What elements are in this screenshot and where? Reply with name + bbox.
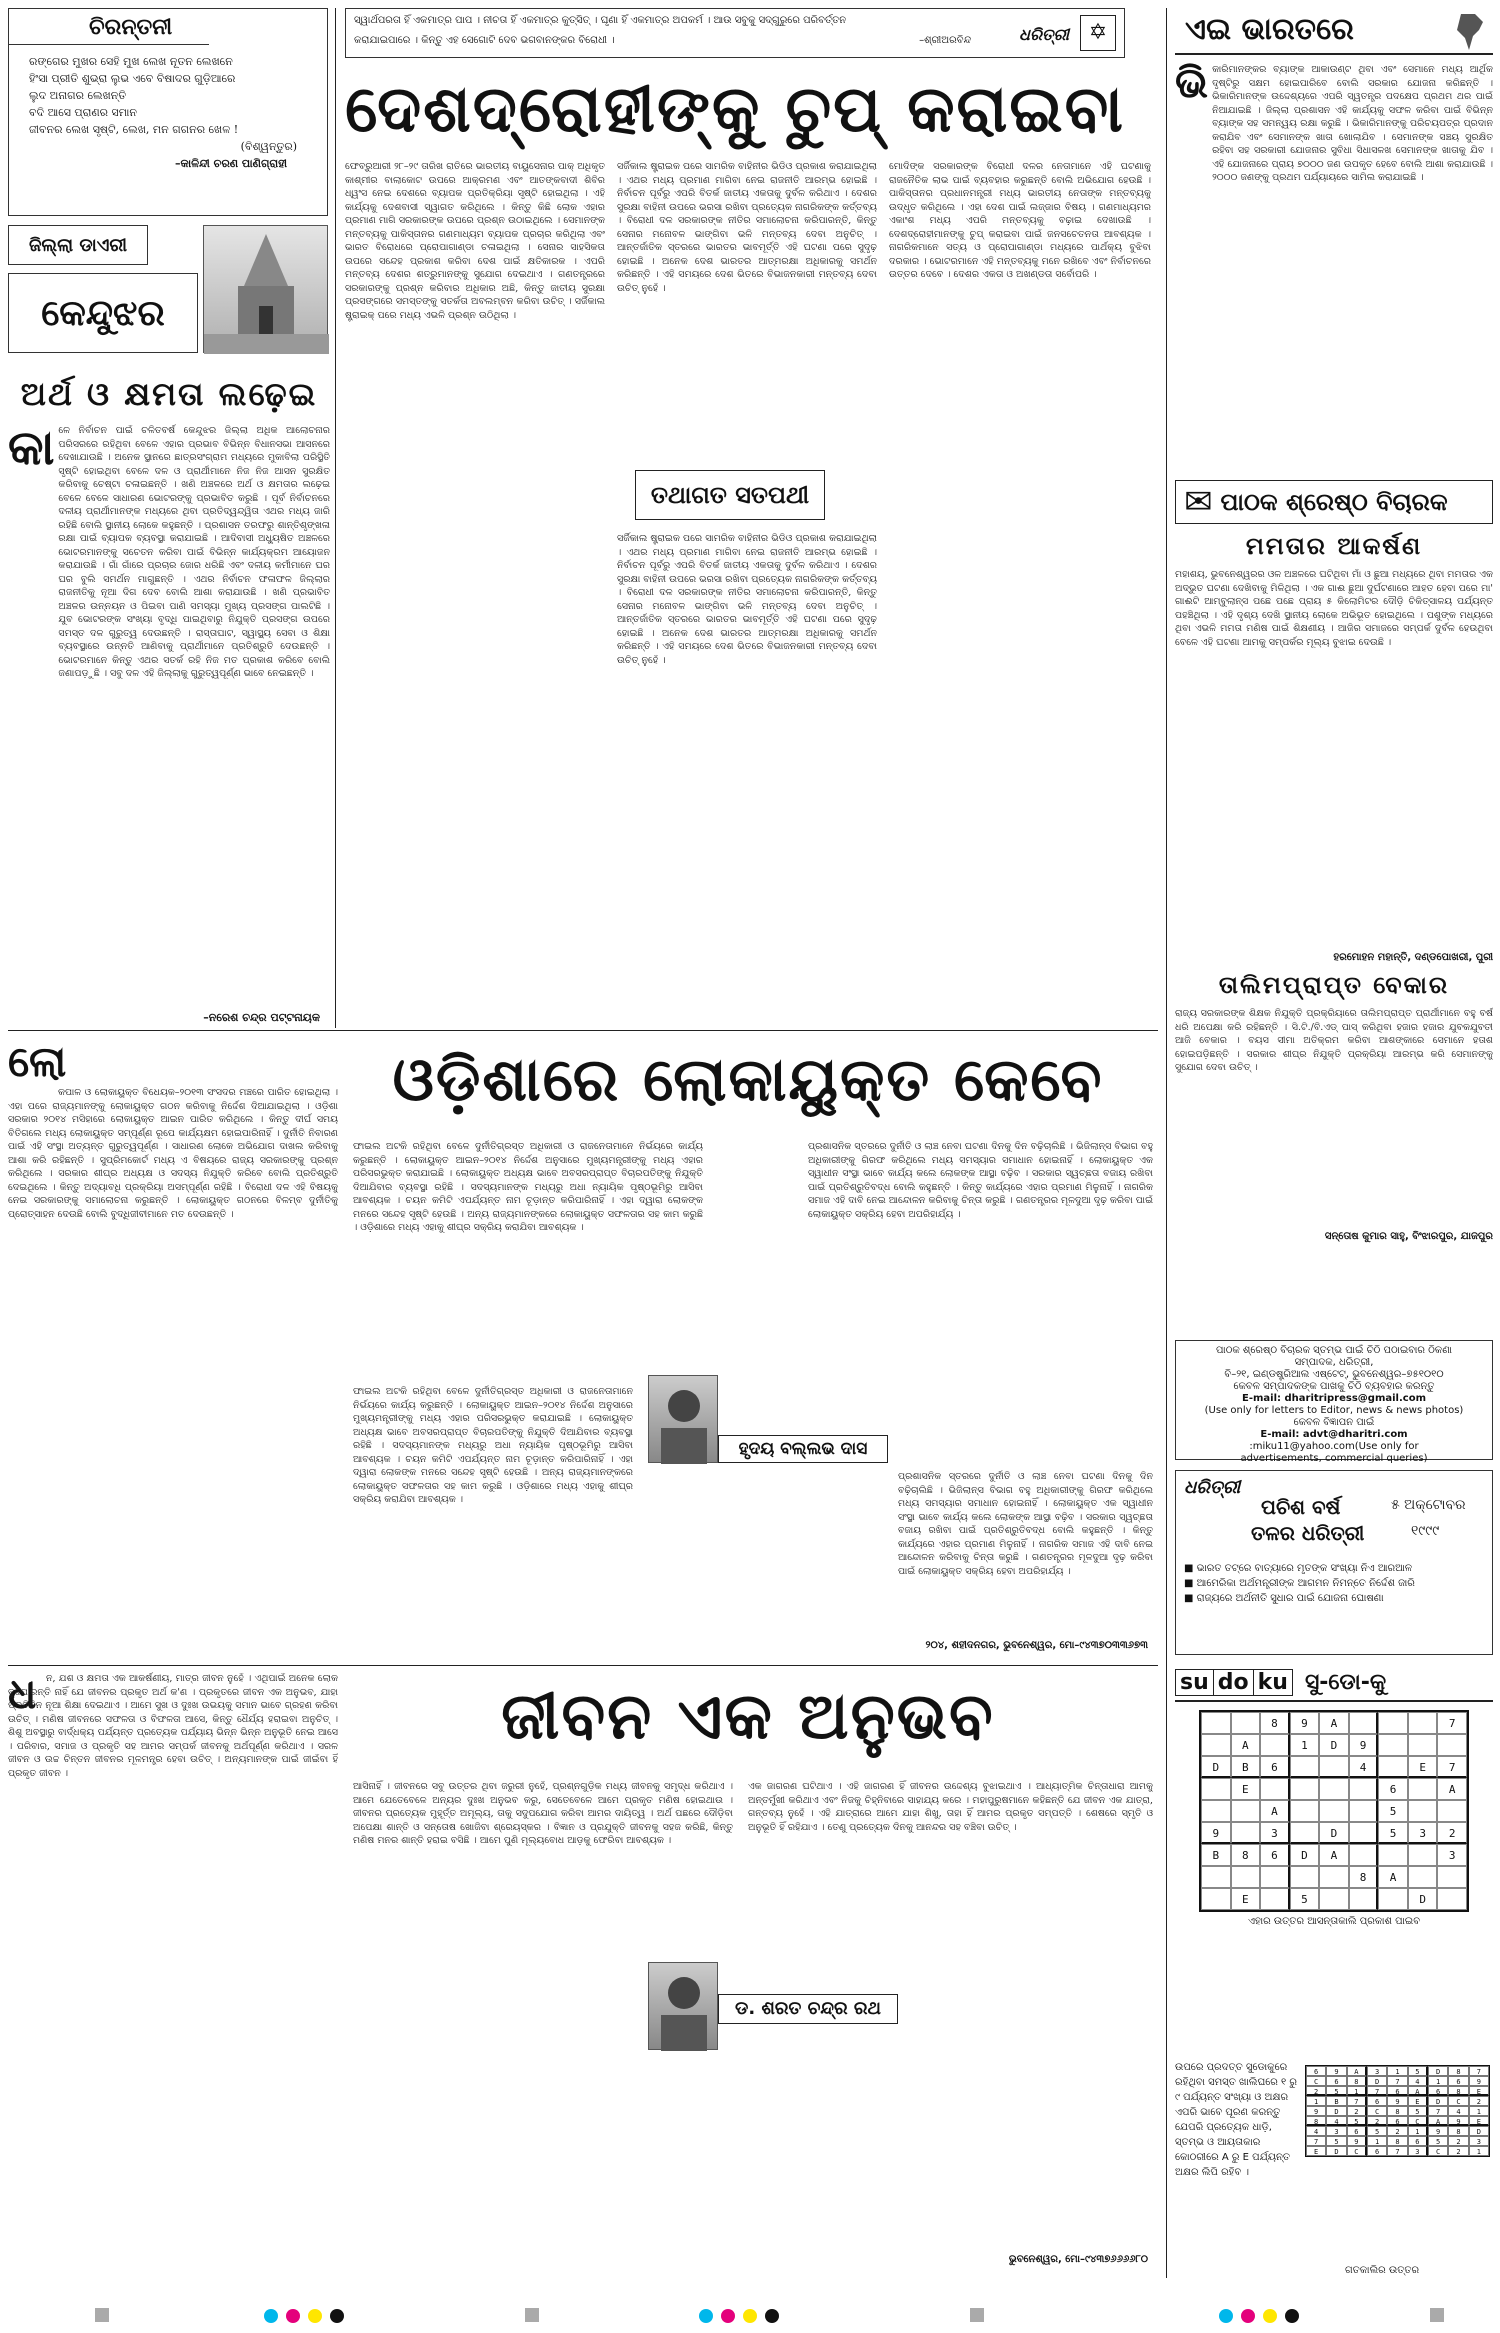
sudoku-cell bbox=[1349, 1888, 1379, 1910]
sudoku-cell: 6 bbox=[1347, 2126, 1367, 2136]
jibana-author-photo bbox=[648, 1962, 718, 2050]
poem-lines bbox=[9, 45, 327, 172]
sudoku-cell: D bbox=[1367, 2076, 1387, 2086]
letters-header-label: ପାଠକ ଶ୍ରେଷ୍ଠ ବିଚାରକ bbox=[1220, 488, 1448, 516]
sudoku-title-part: su bbox=[1175, 1669, 1214, 1696]
contact-line: କେବଳ ସମ୍ପାଦକଙ୍କ ପାଖକୁ ଚିଠି ବ୍ୟବହାର କରନ୍ତୁ bbox=[1233, 1381, 1435, 1392]
district-diary bbox=[8, 225, 328, 365]
letter1-title: ମମତାର ଆକର୍ଷଣ bbox=[1245, 532, 1423, 560]
sudoku-cell bbox=[1437, 1734, 1467, 1756]
sudoku-cell: 9 bbox=[1387, 2096, 1407, 2106]
print-marks bbox=[0, 2300, 1500, 2330]
sudoku-cell: C bbox=[1408, 2116, 1428, 2126]
contact-email[interactable]: E-mail: dharitripress@gmail.com bbox=[1242, 1393, 1426, 1404]
sudoku-cell: B bbox=[1201, 1844, 1231, 1866]
poem-credit: (ବିଶ୍ୱନ୍ତୁର) bbox=[240, 140, 297, 153]
sudoku-cell: 1 bbox=[1408, 2126, 1428, 2136]
india-map-icon bbox=[1453, 12, 1487, 52]
lokayukta-col-2: ଫାଇଲ ଅଟକି ରହିଥିବା ବେଳେ ଦୁର୍ନୀତିଗ୍ରସ୍ତ ଅଧିକାରୀ ଓ ରାଜନେତାମାନେ ନିର୍ଭୟରେ କାର୍ଯ୍ୟ କରୁଛନ୍ତି । ଲୋକାୟୁକ୍ତ ଆଇନ–୨୦୧୪ ନିର୍ଦ୍ଦେଶ ଅନୁସାରେ ମୁଖ୍ୟମନ୍ତ୍ରୀଙ୍କୁ ମଧ୍ୟ ଏହାର ପରିସରଭୁକ୍ତ କରାଯାଇଛି । ଲୋକାୟୁକ୍ତ ଅଧ୍ୟକ୍ଷ ଭାବେ ଅବସରପ୍ରାପ୍ତ ବିଚାରପତିଙ୍କୁ ନିଯୁକ୍ତି ଦିଆଯିବାର ବ୍ୟବସ୍ଥା ରହିଛି । ସଦସ୍ୟମାନଙ୍କ ମଧ୍ୟରୁ ଅଧା ନ୍ୟାୟିକ ପୃଷ୍ଠଭୂମିରୁ ଆସିବା ଆବଶ୍ୟକ । ଚୟନ କମିଟି ଏପର୍ଯ୍ୟନ୍ତ ନାମ ଚୂଡ଼ାନ୍ତ କରିପାରିନାହିଁ । ଏହା ଦ୍ୱାରା ଲୋକଙ୍କ ମନରେ ସନ୍ଦେହ ସୃଷ୍ଟି ହେଉଛି । ଅନ୍ୟ ରାଜ୍ୟମାନଙ୍କରେ ଲୋକାୟୁକ୍ତ ସଫଳତାର ସହ କାମ କରୁଛି । ଓଡ଼ିଶାରେ ମଧ୍ୟ ଏହାକୁ ଶୀଘ୍ର ସକ୍ରିୟ କରାଯିବା ଆବଶ୍ୟକ । bbox=[353, 1141, 703, 1233]
sudoku-cell: 5 bbox=[1378, 1800, 1408, 1822]
right-masthead-dropcap: ଭି bbox=[1175, 58, 1209, 107]
sudoku-cell: 5 bbox=[1408, 2106, 1428, 2116]
contact-line: ପାଠକ ଶ୍ରେଷ୍ଠ ବିଚାରକ ସ୍ତମ୍ଭ ପାଇଁ ଚିଠି ପଠାଇବାର ଠିକଣା bbox=[1215, 1345, 1453, 1356]
editorial-col-2b: ସର୍ଜିକାଲ ଷ୍ଟ୍ରାଇକ ପରେ ସାମରିକ ବାହିନୀର ଭିଡିଓ ପ୍ରକାଶ କରାଯାଇଥିଲା । ଏଥର ମଧ୍ୟ ପ୍ରମାଣ ମାଗିବା ନେଇ ରାଜନୀତି ଆରମ୍ଭ ହୋଇଛି । ନିର୍ବାଚନ ପୂର୍ବରୁ ଏପରି ବିତର୍କ ଜାତୀୟ ଏକତାକୁ ଦୁର୍ବଳ କରିଥାଏ । ଦେଶର ସୁରକ୍ଷା ବାହିନୀ ଉପରେ ଭରସା ରଖିବା ପ୍ରତ୍ୟେକ ନାଗରିକଙ୍କ କର୍ତ୍ତବ୍ୟ । ବିରୋଧୀ ଦଳ ସରକାରଙ୍କ ନୀତିର ସମାଲୋଚନା କରିପାରନ୍ତି, କିନ୍ତୁ ସେନାର ମନୋବଳ ଭାଙ୍ଗିବା ଭଳି ମନ୍ତବ୍ୟ ଦେବା ଅନୁଚିତ୍ । ଆନ୍ତର୍ଜାତିକ ସ୍ତରରେ ଭାରତର ଭାବମୂର୍ତ୍ତି ଏହି ଘଟଣା ପରେ ସୁଦୃଢ଼ ହୋଇଛି । ଅନେକ ଦେଶ ଭାରତର ଆତ୍ମରକ୍ଷା ଅଧିକାରକୁ ସମର୍ଥନ କରିଛନ୍ତି । ଏହି ସମୟରେ ଦେଶ ଭିତରେ ବିଭାଜନକାରୀ ମନ୍ତବ୍ୟ ଦେବା ଉଚିତ୍ ନୁହେଁ । bbox=[617, 533, 877, 666]
print-gray-tab bbox=[95, 2308, 109, 2322]
sudoku-cell bbox=[1260, 1778, 1290, 1800]
sudoku-instructions: ଉପରେ ପ୍ରଦତ୍ତ ସୁଡୋକୁରେ ରହିଥିବା ସମସ୍ତ ଖାଲିଘରେ ୧ ରୁ ୯ ପର୍ଯ୍ୟନ୍ତ ସଂଖ୍ୟା ଓ ଅକ୍ଷର ଏପରି ଭାବେ ପୂରଣ କରନ୍ତୁ ଯେପରି ପ୍ରତ୍ୟେକ ଧାଡ଼ି, ସ୍ତମ୍ଭ ଓ ଆୟତାକାର କୋଠରୀରେ A ରୁ E ପର୍ଯ୍ୟନ୍ତ ଅକ୍ଷର ଲିପି ରହିବ । bbox=[1175, 2062, 1297, 2178]
letter2-author: ସନ୍ତୋଷ କୁମାର ସାହୁ, ବିଂଝାରପୁର, ଯାଜପୁର bbox=[1324, 1231, 1493, 1242]
sudoku-cell: 6 bbox=[1408, 2136, 1428, 2146]
twentyfive-title-1: ପଚିଶ ବର୍ଷ bbox=[1261, 1495, 1341, 1519]
sudoku-cell: 9 bbox=[1201, 1822, 1231, 1844]
contact-email[interactable]: E-mail: advt@dharitri.com bbox=[1260, 1429, 1408, 1440]
sudoku-cell: 6 bbox=[1260, 1756, 1290, 1778]
district-name: କେନ୍ଦୁଝର bbox=[8, 273, 198, 353]
sudoku-cell: 6 bbox=[1326, 2076, 1346, 2086]
sudoku-cell: D bbox=[1326, 2146, 1346, 2156]
column-divider bbox=[335, 8, 336, 1028]
sudoku-cell bbox=[1408, 1866, 1438, 1888]
sudoku-cell bbox=[1319, 1778, 1349, 1800]
jibana-article bbox=[8, 1669, 1158, 2272]
sudoku-cell: 1 bbox=[1347, 2086, 1367, 2096]
twentyfive-logo: ଧରିତ୍ରୀ bbox=[1184, 1477, 1241, 1498]
sudoku-cell: 7 bbox=[1387, 2146, 1407, 2156]
registration-dot bbox=[721, 2309, 735, 2323]
sudoku-cell bbox=[1201, 1888, 1231, 1910]
sudoku-cell bbox=[1408, 1844, 1438, 1866]
sudoku-grid bbox=[1199, 1710, 1469, 1912]
sudoku-cell: 6 bbox=[1306, 2066, 1326, 2076]
sudoku-cell: 4 bbox=[1326, 2116, 1346, 2126]
sudoku-cell bbox=[1319, 1800, 1349, 1822]
sudoku-cell: E bbox=[1231, 1888, 1261, 1910]
sudoku-cell: 6 bbox=[1428, 2086, 1448, 2096]
registration-dot bbox=[330, 2309, 344, 2323]
sudoku-cell: 5 bbox=[1290, 1888, 1320, 1910]
sudoku-cell: 6 bbox=[1378, 1778, 1408, 1800]
twentyfive-item: ■ ଆମେରିକା ଅର୍ଥମନ୍ତ୍ରୀଙ୍କ ଆଗମନ ନିମନ୍ତେ ନିର୍ଦ୍ଦେଶ ଜାରି bbox=[1184, 1578, 1415, 1589]
sudoku-cell: 9 bbox=[1428, 2126, 1448, 2136]
sudoku-cell: D bbox=[1408, 1888, 1438, 1910]
sudoku-cell: 7 bbox=[1469, 2066, 1489, 2076]
envelope-icon: ✉ bbox=[1184, 482, 1213, 522]
sudoku-cell: 7 bbox=[1387, 2076, 1407, 2086]
poem-line: ହିଂସା ପ୍ରୀତି ଶୁଭ୍ରା ଲୁଭ ଏବେ ବିଷାଦର ଗୁଡ଼ିଆରେ bbox=[29, 72, 236, 85]
section-divider bbox=[8, 1030, 1158, 1031]
print-gray-tab bbox=[1430, 2308, 1444, 2322]
sudoku-cell: 3 bbox=[1326, 2126, 1346, 2136]
twentyfive-date-2: ୧୯୯୯ bbox=[1411, 1523, 1440, 1539]
left-article bbox=[8, 375, 330, 1025]
letters-header bbox=[1175, 480, 1493, 524]
jibana-col-2: ଆସିନାହିଁ । ଜୀବନରେ ସବୁ ଉତ୍ତର ଥିବା ଜରୁରୀ ନୁହେଁ, ପ୍ରଶ୍ନଗୁଡ଼ିକ ମଧ୍ୟ ଜୀବନକୁ ସମୃଦ୍ଧ କରିଥାଏ । ଆମେ ଯେତେବେଳେ ଅନ୍ୟର ଦୁଃଖ ଅନୁଭବ କରୁ, ସେତେବେଳେ ଆମେ ପ୍ରକୃତ ମଣିଷ ହୋଇଥାଉ । ଜୀବନର ପ୍ରତ୍ୟେକ ମୁହୂର୍ତ୍ତ ଅମୂଲ୍ୟ, ତାକୁ ସଦୁପଯୋଗ କରିବା ଆମର ଦାୟିତ୍ୱ । ଅର୍ଥ ପଛରେ ଦୌଡ଼ିବା ଅପେକ୍ଷା ଶାନ୍ତି ଓ ସନ୍ତୋଷ ଖୋଜିବା ଶ୍ରେୟସ୍କର । ବିଜ୍ଞାନ ଓ ପ୍ରଯୁକ୍ତି ଜୀବନକୁ ସହଜ କରିଛି, କିନ୍ତୁ ମଣିଷ ମନର ଶାନ୍ତି ହରାଇ ବସିଛି । ଆମେ ପୁଣି ମୂଲ୍ୟବୋଧ ଆଡ଼କୁ ଫେରିବା ଆବଶ୍ୟକ । bbox=[353, 1781, 733, 1846]
sudoku-cell bbox=[1231, 1866, 1261, 1888]
sudoku-cell: 8 bbox=[1448, 2086, 1468, 2096]
sudoku-cell bbox=[1231, 1822, 1261, 1844]
print-gray-tab bbox=[525, 2308, 539, 2322]
sudoku-cell: 5 bbox=[1428, 2136, 1448, 2146]
sudoku-cell: E bbox=[1306, 2146, 1326, 2156]
column-divider bbox=[1166, 8, 1167, 2278]
sudoku-cell bbox=[1319, 1888, 1349, 1910]
sudoku-cell: 8 bbox=[1306, 2116, 1326, 2126]
sudoku-cell: A bbox=[1231, 1734, 1261, 1756]
sudoku-cell: E bbox=[1469, 2116, 1489, 2126]
twentyfive-item: ■ ଭାରତ ତଟ୍ରେ ବାତ୍ୟାରେ ମୃତଙ୍କ ସଂଖ୍ୟା ନିଏ ଆରଆଳ bbox=[1184, 1563, 1413, 1574]
sudoku-cell: A bbox=[1347, 2066, 1367, 2076]
sudoku-cell: 2 bbox=[1469, 2096, 1489, 2106]
sudoku-title-odia: ସୁ-ଡୋ-କୁ bbox=[1304, 1670, 1387, 1695]
sudoku-cell: 4 bbox=[1408, 2076, 1428, 2086]
sudoku-cell bbox=[1231, 1712, 1261, 1734]
registration-dot bbox=[1263, 2309, 1277, 2323]
sudoku-cell bbox=[1201, 1778, 1231, 1800]
sudoku-cell: 1 bbox=[1469, 2106, 1489, 2116]
sudoku-cell: 1 bbox=[1428, 2076, 1448, 2086]
contact-box bbox=[1175, 1340, 1493, 1464]
letter2-body: ରାଜ୍ୟ ସରକାରଙ୍କ ଶିକ୍ଷକ ନିଯୁକ୍ତି ପ୍ରକ୍ରିୟାରେ ତାଲିମପ୍ରାପ୍ତ ପ୍ରାର୍ଥୀମାନେ ବହୁ ବର୍ଷ ଧରି ଅପେକ୍ଷା କରି ରହିଛନ୍ତି । ସି.ଟି./ବି.ଏଡ୍ ପାସ୍ କରିଥିବା ହଜାର ହଜାର ଯୁବକଯୁବତୀ ଆଜି ବେକାର । ବୟସ ସୀମା ଅତିକ୍ରମ କରିବା ଆଶଙ୍କାରେ ସେମାନେ ହତାଶ ହୋଇପଡ଼ିଛନ୍ତି । ସରକାର ଶୀଘ୍ର ନିଯୁକ୍ତି ପ୍ରକ୍ରିୟା ଆରମ୍ଭ କରି ସେମାନଙ୍କୁ ସୁଯୋଗ ଦେବା ଉଚିତ୍ । bbox=[1175, 1008, 1493, 1073]
sudoku-cell: C bbox=[1306, 2076, 1326, 2086]
contact-email[interactable]: :miku11@yahoo.com(Use only for bbox=[1249, 1441, 1419, 1452]
left-article-body: ଳେ ନିର୍ବାଚନ ପାଇଁ ଚଳିତବର୍ଷ କେନ୍ଦୁଝର ଜିଲ୍ଲା ଅଧିକ ଆଲୋଚନାର ପରିସରରେ ରହିଥିବା ବେଳେ ଏହାର ପ୍ରଭାବ ବିଭିନ୍ନ ବିଧାନସଭା ଆସନରେ ଦେଖାଯାଉଛି । ଅନେକ ସ୍ଥାନରେ ଛାତ୍ରସଂଗ୍ରାମ ମଧ୍ୟରେ ମୁକାବିଲା ପରିସ୍ଥିତି ସୃଷ୍ଟି ହୋଇଥିବା ବେଳେ ଦଳ ଓ ପ୍ରାର୍ଥୀମାନେ ନିଜ ନିଜ ଆସନ ସୁରକ୍ଷିତ କରିବାକୁ ଚେଷ୍ଟା ଚଳାଇଛନ୍ତି । ଖଣି ଅଞ୍ଚଳରେ ଅର୍ଥ ଓ କ୍ଷମତାର ଲଢ଼େଇ ବେଳେ ବେଳେ ସାଧାରଣ ଭୋଟରଙ୍କୁ ପ୍ରଭାବିତ କରୁଛି । ପୂର୍ବ ନିର୍ବାଚନରେ ଦଳୀୟ ପ୍ରାର୍ଥୀମାନଙ୍କ ମଧ୍ୟରେ ଥିବା ପ୍ରତିଦ୍ୱନ୍ଦ୍ୱିତା ଏଥର ମଧ୍ୟ ଜାରି ରହିଛି ବୋଲି ସ୍ଥାନୀୟ ଲୋକେ କହୁଛନ୍ତି । ପ୍ରଶାସନ ତରଫରୁ ଶାନ୍ତିଶୃଙ୍ଖଳା ରକ୍ଷା ପାଇଁ ବ୍ୟାପକ ବ୍ୟବସ୍ଥା କରାଯାଇଛି । ଆଦିବାସୀ ଅଧ୍ୟୁଷିତ ଅଞ୍ଚଳରେ ଭୋଟରମାନଙ୍କୁ ସଚେତନ କରିବା ପାଇଁ ବିଭିନ୍ନ କାର୍ଯ୍ୟକ୍ରମ ଆୟୋଜନ କରାଯାଉଛି । ଗାଁ ଗାଁରେ ପ୍ରଚାର ଜୋର ଧରିଛି ଏବଂ ଦଳୀୟ କର୍ମୀମାନେ ଘର ଘର ବୁଲି ସମର୍ଥନ ମାଗୁଛନ୍ତି । ଏଥର ନିର୍ବାଚନ ଫଳାଫଳ ଜିଲ୍ଲାର ରାଜନୀତିକୁ ନୂଆ ଦିଗ ଦେବ ବୋଲି ଆଶା କରାଯାଉଛି । ଖଣି ପ୍ରଭାବିତ ଅଞ୍ଚଳର ଉନ୍ନୟନ ଓ ପିଇବା ପାଣି ସମସ୍ୟା ମୁଖ୍ୟ ପ୍ରସଙ୍ଗ ପାଲଟିଛି । ଯୁବ ଭୋଟରଙ୍କ ସଂଖ୍ୟା ବୃଦ୍ଧି ପାଇଥିବାରୁ ନିଯୁକ୍ତି ପ୍ରସଙ୍ଗ ଉପରେ ସମସ୍ତ ଦଳ ଗୁରୁତ୍ୱ ଦେଉଛନ୍ତି । ରାସ୍ତାଘାଟ, ସ୍ୱାସ୍ଥ୍ୟ ସେବା ଓ ଶିକ୍ଷା ବ୍ୟବସ୍ଥାରେ ଉନ୍ନତି ଆଣିବାକୁ ପ୍ରାର୍ଥୀମାନେ ପ୍ରତିଶ୍ରୁତି ଦେଉଛନ୍ତି । ଭୋଟରମାନେ କିନ୍ତୁ ଏଥର ସତର୍କ ରହି ନିଜ ମତ ପ୍ରକାଶ କରିବେ ବୋଲି ଜଣାପଡ଼ୁଛି । ସବୁ ଦଳ ଏହି ଜିଲ୍ଲାକୁ ଗୁରୁତ୍ୱପୂର୍ଣ୍ଣ ଭାବେ ନେଇଛନ୍ତି । bbox=[58, 425, 330, 679]
poem-line: ବଦି ଆସେ ପ୍ରାଣର ସମାନ bbox=[29, 106, 138, 119]
poem-line: ଲୁଦ ଅନାଗର ଲେଖନ୍ତି bbox=[29, 89, 127, 102]
sudoku-cell: 6 bbox=[1367, 2096, 1387, 2106]
editorial-col-1: ଫେବ୍ରୁଆରୀ ୨୮–୨୯ ତାରିଖ ରାତିରେ ଭାରତୀୟ ବାୟୁସେନାର ପାକ୍ ଅଧିକୃତ କାଶ୍ମୀର ବାଲାକୋଟ ଉପରେ ଆକ୍ରମଣ ଏବଂ ଆତଙ୍କବାଦୀ ଶିବିର ଧ୍ୱଂସ ନେଇ ଦେଶରେ ବ୍ୟାପକ ପ୍ରତିକ୍ରିୟା ସୃଷ୍ଟି ହୋଇଥିଲା । ଏହି କାର୍ଯ୍ୟକୁ ଦେଶବାସୀ ସ୍ୱାଗତ କରିଥିଲେ । କିନ୍ତୁ କିଛି ଲୋକ ଏହାର ପ୍ରମାଣ ମାଗି ସରକାରଙ୍କ ଉପରେ ପ୍ରଶ୍ନ ଉଠାଇଥିଲେ । ସେମାନଙ୍କ ମନ୍ତବ୍ୟକୁ ପାକିସ୍ତାନର ଗଣମାଧ୍ୟମ ବ୍ୟାପକ ପ୍ରଚାର କରିଥିଲା ଏବଂ ଭାରତ ବିରୋଧରେ ପ୍ରୋପାଗାଣ୍ଡା ଚଳାଇଥିଲା । ସେନାର ସାହସିକତା ଉପରେ ସନ୍ଦେହ ପ୍ରକାଶ କରିବା ଦେଶ ପାଇଁ କ୍ଷତିକାରକ । ଏପରି ମନ୍ତବ୍ୟ ଦେଶର ଶତ୍ରୁମାନଙ୍କୁ ସୁଯୋଗ ଦେଇଥାଏ । ଗଣତନ୍ତ୍ରରେ ସରକାରଙ୍କୁ ପ୍ରଶ୍ନ କରିବାର ଅଧିକାର ଅଛି, କିନ୍ତୁ ଜାତୀୟ ସୁରକ୍ଷା ପ୍ରସଙ୍ଗରେ ସମସ୍ତଙ୍କୁ ସତର୍କତା ଅବଲମ୍ବନ କରିବା ଉଚିତ୍ । ସର୍ଜିକାଲ ଷ୍ଟ୍ରାଇକ୍ ପରେ ମଧ୍ୟ ଏଭଳି ପ୍ରଶ୍ନ ଉଠିଥିଲା । bbox=[345, 161, 605, 321]
jibana-author: ଡ. ଶରତ ଚନ୍ଦ୍ର ରଥ bbox=[718, 1994, 898, 2024]
sudoku-cell: E bbox=[1469, 2086, 1489, 2096]
sudoku-cell: 2 bbox=[1306, 2086, 1326, 2096]
sudoku-cell bbox=[1378, 1712, 1408, 1734]
sudoku-cell: 5 bbox=[1326, 2136, 1346, 2146]
sudoku-cell: 9 bbox=[1469, 2076, 1489, 2086]
sudoku-cell: 7 bbox=[1428, 2106, 1448, 2116]
sudoku-cell: 1 bbox=[1306, 2096, 1326, 2106]
sudoku-cell: 6 bbox=[1260, 1844, 1290, 1866]
sudoku-cell: D bbox=[1428, 2066, 1448, 2076]
sudoku-cell: 5 bbox=[1408, 2066, 1428, 2076]
paper-logo: ଧରିତ୍ରୀ bbox=[1019, 25, 1069, 44]
sudoku-cell bbox=[1378, 1734, 1408, 1756]
sudoku-title-part: do bbox=[1213, 1669, 1254, 1696]
sudoku-cell: 9 bbox=[1290, 1712, 1320, 1734]
sudoku-cell bbox=[1201, 1866, 1231, 1888]
contact-note: advertisements, commercial queries) bbox=[1240, 1453, 1428, 1464]
sudoku-cell: A bbox=[1319, 1712, 1349, 1734]
sudoku-cell: D bbox=[1319, 1734, 1349, 1756]
jibana-headline: ଜୀବନ ଏକ ଅନୁଭବ bbox=[501, 1680, 995, 1754]
sudoku-cell: 3 bbox=[1469, 2136, 1489, 2146]
sudoku-cell: 9 bbox=[1306, 2106, 1326, 2116]
left-article-author: –ନରେଶ ଚନ୍ଦ୍ର ପଟ୍ଟନାୟକ bbox=[203, 1011, 320, 1024]
sudoku-cell bbox=[1408, 1778, 1438, 1800]
editorial-author: ତଥାଗତ ସତପଥୀ bbox=[635, 470, 825, 520]
sudoku-cell bbox=[1378, 1844, 1408, 1866]
registration-dot bbox=[308, 2309, 322, 2323]
quote-line: ସ୍ୱାର୍ଥପରତା ହିଁ ଏକମାତ୍ର ପାପ । ନୀଚତା ହିଁ ଏକମାତ୍ର କୁତ୍ସିତ୍ । ଘୃଣା ହିଁ ଏକମାତ୍ର ଅପକର୍ମ । ଆଉ ସବୁକୁ ସଦ୍‌ଗୁରୁରେ ପରିବର୍ତ୍ତନ bbox=[354, 15, 847, 26]
sudoku-cell: 1 bbox=[1469, 2146, 1489, 2156]
sudoku-cell bbox=[1378, 1888, 1408, 1910]
sudoku-cell bbox=[1349, 1800, 1379, 1822]
sudoku-cell bbox=[1378, 1756, 1408, 1778]
sudoku-cell: 7 bbox=[1367, 2086, 1387, 2096]
sudoku-cell: B bbox=[1326, 2096, 1346, 2106]
sudoku-cell: A bbox=[1319, 1844, 1349, 1866]
sudoku-cell bbox=[1349, 1844, 1379, 1866]
right-masthead bbox=[1175, 8, 1493, 468]
quote-line: କରାଯାଇପାରେ । କିନ୍ତୁ ଏହ ସେଗୋଟି ଦେବ ଭଗବାନଙ୍କର ବିରୋଧୀ । bbox=[354, 35, 615, 46]
contact-line: ସମ୍ପାଦକ, ଧରିତ୍ରୀ, bbox=[1294, 1357, 1374, 1368]
temple-photo bbox=[203, 225, 328, 353]
sudoku-cell: 7 bbox=[1306, 2136, 1326, 2146]
sudoku-cell: 5 bbox=[1367, 2126, 1387, 2136]
left-article-title: ଅର୍ଥ ଓ କ୍ଷମତା ଲଢ଼େଇ bbox=[20, 375, 318, 413]
jibana-col-1: ନ, ଯଶ ଓ କ୍ଷମତା ଏକ ଆକର୍ଷଣୀୟ, ମାତ୍ର ଜୀବନ ନୁହେଁ । ଏଥିପାଇଁ ଅନେକ ଲୋକ ବୁଝିପାରନ୍ତି ନାହିଁ ଯେ ଜୀବନର ପ୍ରକୃତ ଅର୍ଥ କ'ଣ । ପ୍ରକୃତରେ ଜୀବନ ଏକ ଅନୁଭବ, ଯାହା ପ୍ରତିଦିନ ନୂଆ ଶିକ୍ଷା ଦେଇଥାଏ । ଆମେ ସୁଖ ଓ ଦୁଃଖ ଉଭୟକୁ ସମାନ ଭାବେ ଗ୍ରହଣ କରିବା ଉଚିତ୍ । ମଣିଷ ଜୀବନରେ ସଫଳତା ଓ ବିଫଳତା ଆସେ, କିନ୍ତୁ ଧୈର୍ଯ୍ୟ ହରାଇବା ଅନୁଚିତ୍ । ଶିଶୁ ଅବସ୍ଥାରୁ ବାର୍ଦ୍ଧକ୍ୟ ପର୍ଯ୍ୟନ୍ତ ପ୍ରତ୍ୟେକ ପର୍ଯ୍ୟାୟ ଭିନ୍ନ ଭିନ୍ନ ଅନୁଭୂତି ନେଇ ଆସେ । ପରିବାର, ସମାଜ ଓ ପ୍ରକୃତି ସହ ଆମର ସମ୍ପର୍କ ଜୀବନକୁ ଅର୍ଥପୂର୍ଣ୍ଣ କରିଥାଏ । ସରଳ ଜୀବନ ଓ ଉଚ୍ଚ ଚିନ୍ତନ ଜୀବନର ମୂଳମନ୍ତ୍ର ହେବା ଉଚିତ୍ । ଅନ୍ୟମାନଙ୍କ ପାଇଁ ଜୀଇଁବା ହିଁ ପ୍ରକୃତ ଜୀବନ । bbox=[8, 1673, 338, 1779]
sudoku-cell: D bbox=[1428, 2096, 1448, 2106]
sudoku-cell: 8 bbox=[1347, 2076, 1367, 2086]
sudoku-cell: 7 bbox=[1437, 1756, 1467, 1778]
registration-dot bbox=[765, 2309, 779, 2323]
lokayukta-headline: ଓଡ଼ିଶାରେ ଲୋକାୟୁକ୍ତ କେବେ bbox=[392, 1045, 1104, 1115]
sudoku-cell: E bbox=[1408, 1756, 1438, 1778]
sudoku-cell: A bbox=[1437, 1778, 1467, 1800]
sudoku-cell: 8 bbox=[1448, 2126, 1468, 2136]
registration-dot bbox=[1241, 2309, 1255, 2323]
sudoku-cell: C bbox=[1367, 2106, 1387, 2116]
registration-dot bbox=[264, 2309, 278, 2323]
sudoku-cell: 2 bbox=[1448, 2146, 1468, 2156]
lokayukta-col-1: କପାଳ ଓ ଲୋକାୟୁକ୍ତ ବିଧେୟକ–୨୦୧୩ ସଂସଦର ମଞ୍ଚରେ ପାରିତ ହୋଇଥିଲା । ଏହା ପରେ ରାଜ୍ୟମାନଙ୍କୁ ଲୋକାୟୁକ୍ତ ଗଠନ କରିବାକୁ ନିର୍ଦ୍ଦେଶ ଦିଆଯାଇଥିଲା । ଓଡ଼ିଶା ସରକାର ୨୦୧୪ ମସିହାରେ ଲୋକାୟୁକ୍ତ ଆଇନ ପାରିତ କରିଥିଲେ । କିନ୍ତୁ ଦୀର୍ଘ ସମୟ ବିତିଗଲେ ମଧ୍ୟ ଲୋକାୟୁକ୍ତ ସମ୍ପୂର୍ଣ୍ଣ ରୂପେ କାର୍ଯ୍ୟକ୍ଷମ ହୋଇପାରିନାହିଁ । ଦୁର୍ନୀତି ନିବାରଣ ପାଇଁ ଏହି ସଂସ୍ଥା ଅତ୍ୟନ୍ତ ଗୁରୁତ୍ୱପୂର୍ଣ୍ଣ । ସାଧାରଣ ଲୋକେ ଅଭିଯୋଗ ଦାଖଲ କରିବାକୁ ଆଶା କରି ରହିଛନ୍ତି । ସୁପ୍ରିମକୋର୍ଟ ମଧ୍ୟ ଏ ବିଷୟରେ ରାଜ୍ୟ ସରକାରଙ୍କୁ ପ୍ରଶ୍ନ କରିଥିଲେ । ସରକାର ଶୀଘ୍ର ଅଧ୍ୟକ୍ଷ ଓ ସଦସ୍ୟ ନିଯୁକ୍ତି କରିବେ ବୋଲି ପ୍ରତିଶ୍ରୁତି ଦେଇଥିଲେ । କିନ୍ତୁ ଅଦ୍ୟାବଧି ପ୍ରକ୍ରିୟା ଅସମ୍ପୂର୍ଣ୍ଣ ରହିଛି । ବିରୋଧୀ ଦଳ ଏହି ବିଷୟକୁ ନେଇ ସରକାରଙ୍କୁ ସମାଲୋଚନା କରୁଛନ୍ତି । ଲୋକାୟୁକ୍ତ ଗଠନରେ ବିଳମ୍ବ ଦୁର୍ନୀତିକୁ ପ୍ରୋତ୍ସାହନ ଦେଉଛି ବୋଲି ବୁଦ୍ଧିଜୀବୀମାନେ ମତ ଦେଉଛନ୍ତି । bbox=[8, 1087, 338, 1220]
sudoku-cell: 1 bbox=[1367, 2136, 1387, 2146]
sudoku-cell bbox=[1201, 1734, 1231, 1756]
sudoku-cell: C bbox=[1428, 2146, 1448, 2156]
sudoku-cell: B bbox=[1231, 1756, 1261, 1778]
sudoku-cell: 1 bbox=[1290, 1734, 1320, 1756]
sudoku-cell: 4 bbox=[1448, 2106, 1468, 2116]
sudoku-cell bbox=[1437, 1800, 1467, 1822]
sudoku-cell bbox=[1319, 1866, 1349, 1888]
sudoku-cell: A bbox=[1378, 1866, 1408, 1888]
sudoku-cell bbox=[1260, 1734, 1290, 1756]
letter1-author: ହରମୋହନ ମହାନ୍ତି, ଦଣ୍ଡପୋଖରୀ, ପୁରୀ bbox=[1333, 952, 1493, 963]
district-diary-label: ଜିଲ୍ଲା ଡାଏରୀ bbox=[8, 225, 148, 265]
sudoku-cell: 8 bbox=[1387, 2136, 1407, 2146]
letter2-title: ତାଲିମପ୍ରାପ୍ତ ବେକାର bbox=[1218, 971, 1450, 999]
sudoku-cell: 3 bbox=[1408, 1822, 1438, 1844]
sudoku-cell: 6 bbox=[1448, 2076, 1468, 2086]
sudoku-cell bbox=[1201, 1800, 1231, 1822]
lokayukta-col-2b: ଫାଇଲ ଅଟକି ରହିଥିବା ବେଳେ ଦୁର୍ନୀତିଗ୍ରସ୍ତ ଅଧିକାରୀ ଓ ରାଜନେତାମାନେ ନିର୍ଭୟରେ କାର୍ଯ୍ୟ କରୁଛନ୍ତି । ଲୋକାୟୁକ୍ତ ଆଇନ–୨୦୧୪ ନିର୍ଦ୍ଦେଶ ଅନୁସାରେ ମୁଖ୍ୟମନ୍ତ୍ରୀଙ୍କୁ ମଧ୍ୟ ଏହାର ପରିସରଭୁକ୍ତ କରାଯାଇଛି । ଲୋକାୟୁକ୍ତ ଅଧ୍ୟକ୍ଷ ଭାବେ ଅବସରପ୍ରାପ୍ତ ବିଚାରପତିଙ୍କୁ ନିଯୁକ୍ତି ଦିଆଯିବାର ବ୍ୟବସ୍ଥା ରହିଛି । ସଦସ୍ୟମାନଙ୍କ ମଧ୍ୟରୁ ଅଧା ନ୍ୟାୟିକ ପୃଷ୍ଠଭୂମିରୁ ଆସିବା ଆବଶ୍ୟକ । ଚୟନ କମିଟି ଏପର୍ଯ୍ୟନ୍ତ ନାମ ଚୂଡ଼ାନ୍ତ କରିପାରିନାହିଁ । ଏହା ଦ୍ୱାରା ଲୋକଙ୍କ ମନରେ ସନ୍ଦେହ ସୃଷ୍ଟି ହେଉଛି । ଅନ୍ୟ ରାଜ୍ୟମାନଙ୍କରେ ଲୋକାୟୁକ୍ତ ସଫଳତାର ସହ କାମ କରୁଛି । ଓଡ଼ିଶାରେ ମଧ୍ୟ ଏହାକୁ ଶୀଘ୍ର ସକ୍ରିୟ କରାଯିବା ଆବଶ୍ୟକ । bbox=[353, 1386, 633, 1505]
jibana-dropcap: ଧ bbox=[8, 1669, 37, 1718]
sudoku-cell: D bbox=[1201, 1756, 1231, 1778]
sudoku-cell bbox=[1290, 1778, 1320, 1800]
sudoku-cell bbox=[1290, 1756, 1320, 1778]
letters-section bbox=[1175, 480, 1493, 1335]
sudoku-cell: C bbox=[1347, 2146, 1367, 2156]
contact-line: କେବଳ ବିଜ୍ଞାପନ ପାଇଁ bbox=[1293, 1417, 1375, 1428]
letter1-body: ମହାଶୟ, ଭୁବନେଶ୍ୱରର ଓଳ ଅଞ୍ଚଳରେ ଘଟିଥିବା ମାଁ ଓ ଛୁଆ ମଧ୍ୟରେ ଥିବା ମମତାର ଏକ ଅଦ୍ଭୁତ ଘଟଣା ଦେଖିବାକୁ ମିଳିଥିଲା । ଏକ ଗାଈ ଛୁଆ ଦୁର୍ଘଟଣାରେ ଆହତ ହେବା ପରେ ମା' ଗାଈଟି ଆମ୍ବୁଲାନ୍ସ ପଛେ ପଛେ ପ୍ରାୟ ୫ କିଲୋମିଟର ଦୌଡ଼ି ଚିକିତ୍ସାଳୟ ପର୍ଯ୍ୟନ୍ତ ପହଞ୍ଚିଥିଲା । ଏହି ଦୃଶ୍ୟ ଦେଖି ସ୍ଥାନୀୟ ଲୋକେ ଅଭିଭୂତ ହୋଇଥିଲେ । ପଶୁଙ୍କ ମଧ୍ୟରେ ଥିବା ଏଭଳି ମମତା ମଣିଷ ପାଇଁ ଶିକ୍ଷଣୀୟ । ଆଜିର ସମାଜରେ ସମ୍ପର୍କ ଦୁର୍ବଳ ହେଉଥିବା ବେଳେ ଏହି ଘଟଣା ଆମକୁ ସମ୍ପର୍କର ମୂଲ୍ୟ ବୁଝାଇ ଦେଉଛି । bbox=[1175, 569, 1493, 648]
poem-line: ଜୀବନର ଲେଖ ସୃଷ୍ଟି, ଲେଖ, ମନ ଗଗନର ଖେଳ ! bbox=[29, 123, 239, 136]
registration-dot bbox=[699, 2309, 713, 2323]
print-gray-tab bbox=[970, 2308, 984, 2322]
lokayukta-col-3b: ପ୍ରଶାସନିକ ସ୍ତରରେ ଦୁର୍ନୀତି ଓ ଲାଞ୍ଚ ନେବା ଘଟଣା ଦିନକୁ ଦିନ ବଢ଼ିଚାଲିଛି । ଭିଜିଲାନ୍ସ ବିଭାଗ ବହୁ ଅଧିକାରୀଙ୍କୁ ଗିରଫ କରିଥିଲେ ମଧ୍ୟ ସମସ୍ୟାର ସମାଧାନ ହୋଇନାହିଁ । ଲୋକାୟୁକ୍ତ ଏକ ସ୍ୱାଧୀନ ସଂସ୍ଥା ଭାବେ କାର୍ଯ୍ୟ କଲେ ଲୋକଙ୍କ ଆସ୍ଥା ବଢ଼ିବ । ସରକାର ସ୍ୱଚ୍ଛତା ବଜାୟ ରଖିବା ପାଇଁ ପ୍ରତିଶ୍ରୁତିବଦ୍ଧ ବୋଲି କହୁଛନ୍ତି । କିନ୍ତୁ କାର୍ଯ୍ୟରେ ଏହାର ପ୍ରମାଣ ମିଳୁନାହିଁ । ନାଗରିକ ସମାଜ ଏହି ଦାବି ନେଇ ଆନ୍ଦୋଳନ କରିବାକୁ ଚିନ୍ତା କରୁଛି । ଗଣତନ୍ତ୍ରର ମୂଳଦୁଆ ଦୃଢ଼ କରିବା ପାଇଁ ଲୋକାୟୁକ୍ତ ସକ୍ରିୟ ହେବା ଅପରିହାର୍ଯ୍ୟ । bbox=[898, 1471, 1153, 1577]
ei-bharatare-logo: ଏଇ ଭାରତରେ bbox=[1175, 8, 1493, 55]
print-registration-dots bbox=[695, 2308, 783, 2327]
sudoku-cell: 8 bbox=[1260, 1712, 1290, 1734]
sudoku-cell: 2 bbox=[1387, 2126, 1407, 2136]
sudoku-cell: 4 bbox=[1349, 1756, 1379, 1778]
sudoku-cell: 8 bbox=[1448, 2066, 1468, 2076]
sudoku-cell: 8 bbox=[1231, 1844, 1261, 1866]
sudoku-cell bbox=[1437, 1888, 1467, 1910]
poem-line: ରଙ୍ଗେର ମୁଖର ସେହି ମୁଖ ଲେଖ ନୂତନ ଲେଖନେ bbox=[29, 55, 233, 68]
editorial-body bbox=[345, 160, 1155, 1025]
twentyfive-date-1: ୫ ଅକ୍ଟୋବର bbox=[1391, 1497, 1466, 1513]
sudoku-cell: D bbox=[1319, 1822, 1349, 1844]
twentyfive-items bbox=[1184, 1561, 1484, 1606]
sudoku-cell: D bbox=[1326, 2106, 1346, 2116]
sudoku-cell: 5 bbox=[1378, 1822, 1408, 1844]
sudoku-solution-grid bbox=[1305, 2065, 1490, 2157]
sudoku-cell: 9 bbox=[1448, 2116, 1468, 2126]
sudoku-cell: 8 bbox=[1387, 2106, 1407, 2116]
sudoku-note: ଏହାର ଉତ୍ତର ଆସନ୍ତାକାଲି ପ୍ରକାଶ ପାଇବ bbox=[1247, 1916, 1421, 1927]
registration-dot bbox=[1219, 2309, 1233, 2323]
sudoku-cell bbox=[1201, 1712, 1231, 1734]
poem-box bbox=[8, 8, 328, 216]
left-article-dropcap: କା bbox=[8, 420, 55, 476]
sudoku-cell: A bbox=[1428, 2116, 1448, 2126]
sudoku-cell: 6 bbox=[1367, 2146, 1387, 2156]
sudoku-cell bbox=[1437, 1866, 1467, 1888]
editorial-headline: ଦେଶଦ୍ରୋହୀଙ୍କୁ ଚୁପ୍ କରାଇବା bbox=[345, 73, 1125, 147]
sudoku-title-part: ku bbox=[1253, 1669, 1293, 1696]
jibana-address: ଭୁବନେଶ୍ୱର, ମୋ–୯୪୩୭୬୬୬୬୮୦ bbox=[1008, 2254, 1148, 2265]
sudoku-section bbox=[1175, 1665, 1493, 2285]
sudoku-cell bbox=[1408, 1734, 1438, 1756]
sudoku-cell bbox=[1290, 1800, 1320, 1822]
sudoku-cell: 7 bbox=[1437, 1712, 1467, 1734]
sudoku-cell: 3 bbox=[1260, 1822, 1290, 1844]
lokayukta-author: ହୃଦୟ ବଲ୍ଲଭ ଦାସ bbox=[718, 1435, 888, 1463]
sudoku-cell: 9 bbox=[1347, 2136, 1367, 2146]
sudoku-cell: 2 bbox=[1347, 2106, 1367, 2116]
sudoku-cell bbox=[1349, 1778, 1379, 1800]
sudoku-solution-label: ଗତକାଲିର ଉତ୍ତର bbox=[1345, 2265, 1420, 2276]
sudoku-cell: 5 bbox=[1326, 2086, 1346, 2096]
sudoku-cell bbox=[1231, 1800, 1261, 1822]
jibana-col-3: ଏକ ଜାଗରଣ ଘଟିଥାଏ । ଏହି ଜାଗରଣ ହିଁ ଜୀବନର ଉଦ୍ଦେଶ୍ୟ ବୁଝାଇଥାଏ । ଆଧ୍ୟାତ୍ମିକ ଚିନ୍ତାଧାରା ଆମକୁ ଅନ୍ତର୍ମୁଖୀ କରିଥାଏ ଏବଂ ନିଜକୁ ଚିହ୍ନିବାରେ ସାହାଯ୍ୟ କରେ । ମହାପୁରୁଷମାନେ କହିଛନ୍ତି ଯେ ଜୀବନ ଏକ ଯାତ୍ରା, ଗନ୍ତବ୍ୟ ନୁହେଁ । ଏହି ଯାତ୍ରାରେ ଆମେ ଯାହା ଶିଖୁ, ତାହା ହିଁ ଆମର ପ୍ରକୃତ ସମ୍ପତ୍ତି । ଶେଷରେ ସ୍ମୃତି ଓ ଅନୁଭୂତି ହିଁ ରହିଯାଏ । ତେଣୁ ପ୍ରତ୍ୟେକ ଦିନକୁ ଆନନ୍ଦର ସହ ବଞ୍ଚିବା ଉଚିତ୍ । bbox=[748, 1781, 1153, 1833]
sudoku-cell: 2 bbox=[1437, 1822, 1467, 1844]
sudoku-cell: D bbox=[1469, 2126, 1489, 2136]
sudoku-cell: 3 bbox=[1437, 1844, 1467, 1866]
registration-dot bbox=[743, 2309, 757, 2323]
registration-dot bbox=[286, 2309, 300, 2323]
sudoku-cell: A bbox=[1260, 1800, 1290, 1822]
sudoku-cell: 8 bbox=[1349, 1866, 1379, 1888]
print-registration-dots bbox=[1215, 2308, 1303, 2327]
sudoku-cell: 7 bbox=[1347, 2096, 1367, 2106]
sudoku-cell bbox=[1408, 1800, 1438, 1822]
quote-credit: –ଶ୍ରୀଅରବିନ୍ଦ bbox=[919, 35, 972, 46]
right-masthead-body: କାରିମାନଙ୍କର ବ୍ୟାଙ୍କ ଆକାଉଣ୍ଟ ଥିବା ଏବଂ ସେମାନେ ମଧ୍ୟ ଆର୍ଥିକ ଦୃଷ୍ଟିରୁ ସକ୍ଷମ ହୋଇପାରିବେ ବୋଲି ସରକାର ଯୋଜନା କରିଛନ୍ତି । ଭିକାରିମାନଙ୍କ ଉଦ୍ଦେଶ୍ୟରେ ଏପରି ସ୍ୱତନ୍ତ୍ର ପଦକ୍ଷେପ ପ୍ରଥମ ଥର ପାଇଁ ନିଆଯାଇଛି । ଜିଲ୍ଲା ପ୍ରଶାସନ ଏହି କାର୍ଯ୍ୟକୁ ସଫଳ କରିବା ପାଇଁ ବିଭିନ୍ନ ବ୍ୟାଙ୍କ ସହ ସମନ୍ୱୟ ରକ୍ଷା କରୁଛି । ଭିକାରିମାନଙ୍କୁ ପରିଚୟପତ୍ର ପ୍ରଦାନ କରାଯିବ ଏବଂ ସେମାନଙ୍କ ଖାତା ଖୋଲାଯିବ । ସେମାନଙ୍କ ସଞ୍ଚୟ ସୁରକ୍ଷିତ ରହିବା ସହ ସରକାରୀ ଯୋଜନାର ସୁବିଧା ସିଧାସଳଖ ସେମାନଙ୍କ ଖାତାକୁ ଯିବ । ଏହି ଯୋଜନାରେ ପ୍ରାୟ ୭୦୦୦ ଜଣ ଉପକୃତ ହେବେ ବୋଲି ଆଶା କରାଯାଉଛି । ୨୦୦୦ ଜଣଙ୍କୁ ପ୍ରଥମ ପର୍ଯ୍ୟାୟରେ ସାମିଲ କରାଯାଇଛି । bbox=[1212, 64, 1493, 183]
sudoku-cell bbox=[1290, 1822, 1320, 1844]
sudoku-cell: E bbox=[1231, 1778, 1261, 1800]
editorial-col-3: ମୋଦିଙ୍କ ସରକାରଙ୍କ ବିରୋଧୀ ଦଳର ନେତାମାନେ ଏହି ଘଟଣାକୁ ରାଜନୈତିକ ଲାଭ ପାଇଁ ବ୍ୟବହାର କରୁଛନ୍ତି ବୋଲି ଅଭିଯୋଗ ହେଉଛି । ପାକିସ୍ତାନର ପ୍ରଧାନମନ୍ତ୍ରୀ ମଧ୍ୟ ଭାରତୀୟ ନେତାଙ୍କ ମନ୍ତବ୍ୟକୁ ଉଦ୍ଧୃତ କରିଥିଲେ । ଏହା ଦେଶ ପାଇଁ ଲଜ୍ଜାର ବିଷୟ । ଗଣମାଧ୍ୟମର ଏକାଂଶ ମଧ୍ୟ ଏପରି ମନ୍ତବ୍ୟକୁ ବଢ଼ାଇ ଦେଖାଉଛି । ଦେଶଦ୍ରୋହୀମାନଙ୍କୁ ଚୁପ୍ କରାଇବା ପାଇଁ ଜନସଚେତନତା ଆବଶ୍ୟକ । ନାଗରିକମାନେ ସତ୍ୟ ଓ ପ୍ରୋପାଗାଣ୍ଡା ମଧ୍ୟରେ ପାର୍ଥକ୍ୟ ବୁଝିବା ଦରକାର । ଭୋଟରମାନେ ଏହି ମନ୍ତବ୍ୟକୁ ମନେ ରଖିବେ ଏବଂ ନିର୍ବାଚନରେ ଉତ୍ତର ଦେବେ । ଦେଶର ଏକତା ଓ ଅଖଣ୍ଡତା ସର୍ବୋପରି । bbox=[889, 161, 1151, 280]
sudoku-cell: 6 bbox=[1387, 2086, 1407, 2096]
sudoku-cell bbox=[1319, 1756, 1349, 1778]
sudoku-cell: 1 bbox=[1387, 2066, 1407, 2076]
lokayukta-author-photo bbox=[648, 1375, 718, 1463]
twentyfive-item: ■ ରାଜ୍ୟରେ ଅର୍ଥନୀତି ସୁଧାର ପାଇଁ ଯୋଜନା ଘୋଷଣା bbox=[1184, 1593, 1384, 1604]
sudoku-cell bbox=[1290, 1866, 1320, 1888]
print-registration-dots bbox=[260, 2308, 348, 2327]
sudoku-cell: 3 bbox=[1367, 2066, 1387, 2076]
contact-line: ବି–୨୧, ଇଣ୍ଡଷ୍ଟ୍ରିଆଲ ଏଷ୍ଟେଟ୍, ଭୁବନେଶ୍ୱର–୭୫୧୦୧୦ bbox=[1224, 1369, 1444, 1380]
star-emblem-icon: ✡ bbox=[1080, 15, 1116, 51]
twentyfive-title-2: ତଳର ଧରିତ୍ରୀ bbox=[1251, 1521, 1365, 1545]
sudoku-cell: 5 bbox=[1347, 2116, 1367, 2126]
registration-dot bbox=[1285, 2309, 1299, 2323]
lokayukta-dropcap: ଲୋ bbox=[8, 1037, 67, 1086]
lokayukta-article bbox=[8, 1037, 1158, 1660]
twentyfive-years-box bbox=[1175, 1470, 1493, 1655]
sudoku-cell: 2 bbox=[1367, 2116, 1387, 2126]
quote-box bbox=[345, 8, 1125, 58]
poem-title: ଚିରନ୍ତନୀ bbox=[9, 9, 209, 45]
lokayukta-col-3: ପ୍ରଶାସନିକ ସ୍ତରରେ ଦୁର୍ନୀତି ଓ ଲାଞ୍ଚ ନେବା ଘଟଣା ଦିନକୁ ଦିନ ବଢ଼ିଚାଲିଛି । ଭିଜିଲାନ୍ସ ବିଭାଗ ବହୁ ଅଧିକାରୀଙ୍କୁ ଗିରଫ କରିଥିଲେ ମଧ୍ୟ ସମସ୍ୟାର ସମାଧାନ ହୋଇନାହିଁ । ଲୋକାୟୁକ୍ତ ଏକ ସ୍ୱାଧୀନ ସଂସ୍ଥା ଭାବେ କାର୍ଯ୍ୟ କଲେ ଲୋକଙ୍କ ଆସ୍ଥା ବଢ଼ିବ । ସରକାର ସ୍ୱଚ୍ଛତା ବଜାୟ ରଖିବା ପାଇଁ ପ୍ରତିଶ୍ରୁତିବଦ୍ଧ ବୋଲି କହୁଛନ୍ତି । କିନ୍ତୁ କାର୍ଯ୍ୟରେ ଏହାର ପ୍ରମାଣ ମିଳୁନାହିଁ । ନାଗରିକ ସମାଜ ଏହି ଦାବି ନେଇ ଆନ୍ଦୋଳନ କରିବାକୁ ଚିନ୍ତା କରୁଛି । ଗଣତନ୍ତ୍ରର ମୂଳଦୁଆ ଦୃଢ଼ କରିବା ପାଇଁ ଲୋକାୟୁକ୍ତ ସକ୍ରିୟ ହେବା ଅପରିହାର୍ଯ୍ୟ । bbox=[808, 1141, 1153, 1220]
sudoku-cell bbox=[1349, 1712, 1379, 1734]
editorial-col-2: ସର୍ଜିକାଲ ଷ୍ଟ୍ରାଇକ ପରେ ସାମରିକ ବାହିନୀର ଭିଡିଓ ପ୍ରକାଶ କରାଯାଇଥିଲା । ଏଥର ମଧ୍ୟ ପ୍ରମାଣ ମାଗିବା ନେଇ ରାଜନୀତି ଆରମ୍ଭ ହୋଇଛି । ନିର୍ବାଚନ ପୂର୍ବରୁ ଏପରି ବିତର୍କ ଜାତୀୟ ଏକତାକୁ ଦୁର୍ବଳ କରିଥାଏ । ଦେଶର ସୁରକ୍ଷା ବାହିନୀ ଉପରେ ଭରସା ରଖିବା ପ୍ରତ୍ୟେକ ନାଗରିକଙ୍କ କର୍ତ୍ତବ୍ୟ । ବିରୋଧୀ ଦଳ ସରକାରଙ୍କ ନୀତିର ସମାଲୋଚନା କରିପାରନ୍ତି, କିନ୍ତୁ ସେନାର ମନୋବଳ ଭାଙ୍ଗିବା ଭଳି ମନ୍ତବ୍ୟ ଦେବା ଅନୁଚିତ୍ । ଆନ୍ତର୍ଜାତିକ ସ୍ତରରେ ଭାରତର ଭାବମୂର୍ତ୍ତି ଏହି ଘଟଣା ପରେ ସୁଦୃଢ଼ ହୋଇଛି । ଅନେକ ଦେଶ ଭାରତର ଆତ୍ମରକ୍ଷା ଅଧିକାରକୁ ସମର୍ଥନ କରିଛନ୍ତି । ଏହି ସମୟରେ ଦେଶ ଭିତରେ ବିଭାଜନକାରୀ ମନ୍ତବ୍ୟ ଦେବା ଉଚିତ୍ ନୁହେଁ । bbox=[617, 161, 877, 294]
sudoku-cell: 6 bbox=[1387, 2116, 1407, 2126]
sudoku-cell: 3 bbox=[1408, 2146, 1428, 2156]
sudoku-cell: 9 bbox=[1349, 1734, 1379, 1756]
sudoku-title bbox=[1175, 1665, 1493, 1702]
sudoku-cell bbox=[1260, 1866, 1290, 1888]
section-divider bbox=[8, 1665, 1158, 1666]
sudoku-cell: E bbox=[1408, 2096, 1428, 2106]
lokayukta-address: ୨୦୪, ଶହୀଦନଗର, ଭୁବନେଶ୍ୱର, ମୋ–୯୪୩୭୦୩୩୬୭୩ bbox=[925, 1640, 1148, 1651]
sudoku-cell: 9 bbox=[1326, 2066, 1346, 2076]
sudoku-cell bbox=[1260, 1888, 1290, 1910]
sudoku-cell: 4 bbox=[1306, 2126, 1326, 2136]
sudoku-cell: 2 bbox=[1448, 2136, 1468, 2146]
sudoku-cell: A bbox=[1408, 2086, 1428, 2096]
sudoku-cell bbox=[1408, 1712, 1438, 1734]
sudoku-cell: C bbox=[1448, 2096, 1468, 2106]
poem-author: –କାଳିନ୍ଦୀ ଚରଣ ପାଣିଗ୍ରାହୀ bbox=[175, 157, 287, 170]
sudoku-cell: D bbox=[1290, 1844, 1320, 1866]
sudoku-cell bbox=[1349, 1822, 1379, 1844]
contact-note: (Use only for letters to Editor, news & news photos) bbox=[1204, 1405, 1464, 1416]
